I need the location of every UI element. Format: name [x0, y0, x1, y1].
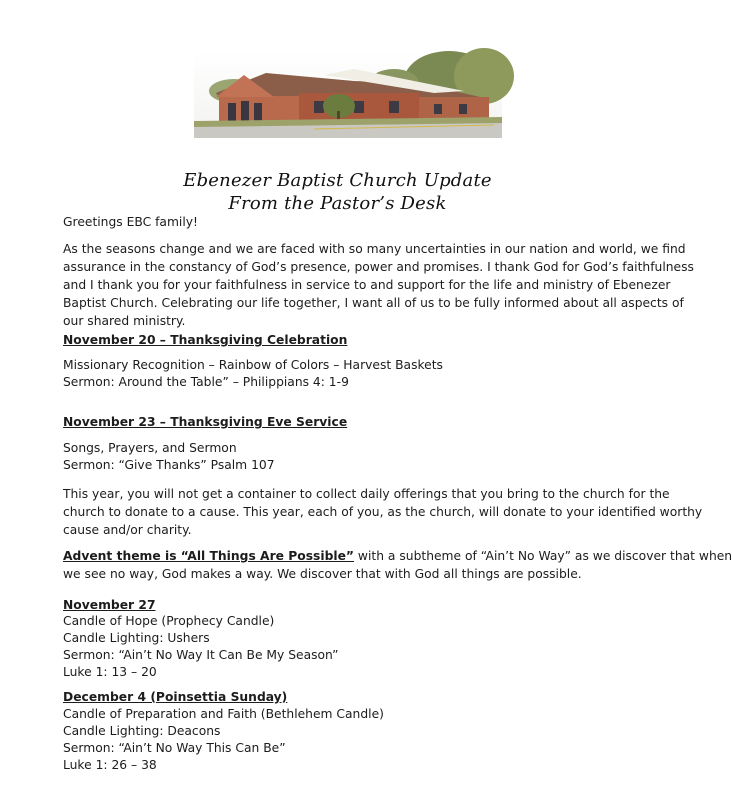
intro-line: our shared ministry.: [63, 314, 186, 328]
nov23-heading: November 23 – Thanksgiving Eve Service: [63, 415, 348, 429]
nov27-line: Candle Lighting: Ushers: [63, 631, 210, 645]
dec4-line: Candle Lighting: Deacons: [63, 724, 221, 738]
nov27-line: Candle of Hope (Prophecy Candle): [63, 614, 275, 628]
offering-line: This year, you will not get a container to collect daily offerings that you bring to the church for the: [63, 487, 670, 501]
intro-line: As the seasons change and we are faced with so many uncertainties in our nation and world, we find: [63, 242, 686, 256]
dec4-heading: December 4 (Poinsettia Sunday): [63, 690, 288, 704]
nov20-heading: November 20 – Thanksgiving Celebration: [63, 333, 348, 347]
nov27-heading: November 27: [63, 598, 156, 612]
dec4-line: Sermon: “Ain’t No Way This Can Be”: [63, 741, 286, 755]
nov27-line: Sermon: “Ain’t No Way It Can Be My Season”: [63, 648, 339, 662]
intro-line: and I thank you for your faithfulness in service to and support for the life and ministry of Ebenezer: [63, 278, 671, 292]
advent-subtheme: with a subtheme of “Ain’t No Way” as we discover that when: [354, 549, 732, 563]
newsletter-title: Ebenezer Baptist Church Update: [183, 170, 492, 191]
dec4-line: Luke 1: 26 – 38: [63, 758, 157, 772]
intro-line: Baptist Church. Celebrating our life together, I want all of us to be fully informed about all aspects of: [63, 296, 684, 310]
dec4-line: Candle of Preparation and Faith (Bethlehem Candle): [63, 707, 384, 721]
nov20-line: Missionary Recognition – Rainbow of Colors – Harvest Baskets: [63, 358, 443, 372]
nov23-line: Songs, Prayers, and Sermon: [63, 441, 237, 455]
advent-heading: Advent theme is “All Things Are Possible”: [63, 549, 355, 563]
newsletter-subtitle: From the Pastor’s Desk: [228, 193, 447, 214]
offering-line: cause and/or charity.: [63, 523, 192, 537]
church-photo: [194, 51, 502, 138]
greeting: Greetings EBC family!: [63, 215, 198, 229]
nov20-line: Sermon: Around the Table” – Philippians 4: 1-9: [63, 375, 349, 389]
nov23-line: Sermon: “Give Thanks” Psalm 107: [63, 458, 275, 472]
offering-line: church to donate to a cause. This year, each of you, as the church, will donate to your identified worthy: [63, 505, 703, 519]
nov27-line: Luke 1: 13 – 20: [63, 665, 157, 679]
advent-line: [63, 548, 732, 565]
intro-line: assurance in the constancy of God’s presence, power and promises. I thank God for God’s faithfulness: [63, 260, 694, 274]
advent-line-2: we see no way, God makes a way. We discover that with God all things are possible.: [63, 567, 582, 581]
